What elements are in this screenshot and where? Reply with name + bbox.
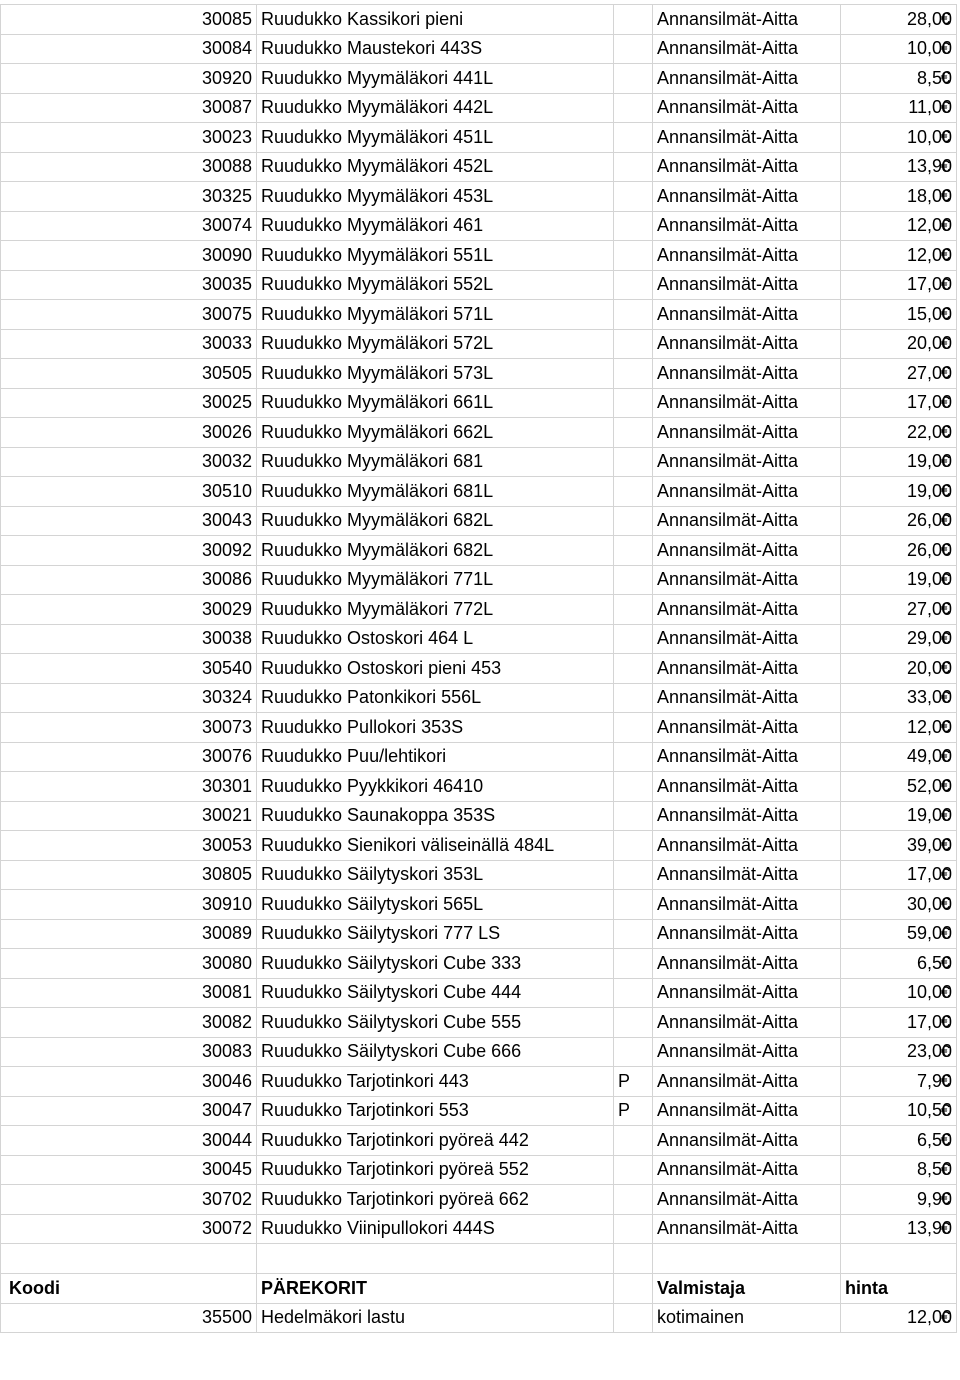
item-price: 30,00 €	[841, 890, 957, 920]
item-code: 30045	[1, 1155, 257, 1185]
table-row	[1, 978, 957, 1008]
item-code: 30074	[1, 211, 257, 241]
table-row	[1, 1185, 957, 1215]
item-flag	[614, 300, 653, 330]
table-row	[1, 742, 957, 772]
item-code: 30324	[1, 683, 257, 713]
table-row	[1, 182, 957, 212]
item-price: 6,50 €	[841, 1126, 957, 1156]
item-price: 10,00 €	[841, 34, 957, 64]
item-maker: Annansilmät-Aitta	[653, 123, 841, 153]
item-code: 30092	[1, 536, 257, 566]
item-price: 13,90 €	[841, 152, 957, 182]
item-maker: Annansilmät-Aitta	[653, 359, 841, 389]
table-row	[1, 211, 957, 241]
item-flag: P	[614, 1096, 653, 1126]
item-name: Ruudukko Säilytyskori Cube 444	[257, 978, 614, 1008]
item-flag	[614, 654, 653, 684]
table-row	[1, 831, 957, 861]
item-price: 10,50 €	[841, 1096, 957, 1126]
item-maker: Annansilmät-Aitta	[653, 1185, 841, 1215]
header-row	[1, 1274, 957, 1304]
item-maker: Annansilmät-Aitta	[653, 890, 841, 920]
table-row	[1, 683, 957, 713]
item-flag	[614, 1008, 653, 1038]
item-maker: Annansilmät-Aitta	[653, 1067, 841, 1097]
item-code: 30026	[1, 418, 257, 448]
item-name: Ruudukko Myymäläkori 681L	[257, 477, 614, 507]
item-name: Ruudukko Ostoskori pieni 453	[257, 654, 614, 684]
table-row	[1, 1008, 957, 1038]
item-name: Ruudukko Säilytyskori 565L	[257, 890, 614, 920]
table-row	[1, 93, 957, 123]
item-code: 30805	[1, 860, 257, 890]
item-price: 9,90 €	[841, 1185, 957, 1215]
item-price: 39,00 €	[841, 831, 957, 861]
table-row	[1, 860, 957, 890]
item-flag	[614, 5, 653, 35]
item-name: Ruudukko Myymäläkori 551L	[257, 241, 614, 271]
item-maker: Annansilmät-Aitta	[653, 506, 841, 536]
item-maker: Annansilmät-Aitta	[653, 919, 841, 949]
item-name: Ruudukko Myymäläkori 682L	[257, 506, 614, 536]
item-flag	[614, 536, 653, 566]
item-maker: Annansilmät-Aitta	[653, 388, 841, 418]
item-code: 30085	[1, 5, 257, 35]
table-row	[1, 713, 957, 743]
item-maker: Annansilmät-Aitta	[653, 565, 841, 595]
item-name: Ruudukko Patonkikori 556L	[257, 683, 614, 713]
table-row	[1, 772, 957, 802]
table-row	[1, 506, 957, 536]
item-maker: Annansilmät-Aitta	[653, 683, 841, 713]
item-name: Ruudukko Myymäläkori 451L	[257, 123, 614, 153]
item-code: 30023	[1, 123, 257, 153]
item-code: 30073	[1, 713, 257, 743]
table-row	[1, 418, 957, 448]
item-code: 30046	[1, 1067, 257, 1097]
item-name: Ruudukko Tarjotinkori 443	[257, 1067, 614, 1097]
item-name: Ruudukko Myymäläkori 452L	[257, 152, 614, 182]
item-maker: Annansilmät-Aitta	[653, 654, 841, 684]
item-code: 35500	[1, 1303, 257, 1333]
item-name: Ruudukko Tarjotinkori pyöreä 662	[257, 1185, 614, 1215]
item-name: Ruudukko Säilytyskori 777 LS	[257, 919, 614, 949]
item-code: 30084	[1, 34, 257, 64]
item-name: Ruudukko Myymäläkori 552L	[257, 270, 614, 300]
table-row	[1, 34, 957, 64]
item-maker: Annansilmät-Aitta	[653, 1214, 841, 1244]
item-maker: Annansilmät-Aitta	[653, 300, 841, 330]
item-code: 30044	[1, 1126, 257, 1156]
item-price: 17,00 €	[841, 1008, 957, 1038]
item-price: 20,00 €	[841, 654, 957, 684]
item-name: Ruudukko Säilytyskori Cube 666	[257, 1037, 614, 1067]
item-maker: Annansilmät-Aitta	[653, 64, 841, 94]
item-flag	[614, 742, 653, 772]
item-maker: Annansilmät-Aitta	[653, 595, 841, 625]
item-maker: Annansilmät-Aitta	[653, 1037, 841, 1067]
item-price: 27,00 €	[841, 359, 957, 389]
item-price: 29,00 €	[841, 624, 957, 654]
item-code: 30043	[1, 506, 257, 536]
item-flag	[614, 152, 653, 182]
table-row	[1, 919, 957, 949]
item-price: 49,00 €	[841, 742, 957, 772]
item-flag	[614, 477, 653, 507]
item-code: 30032	[1, 447, 257, 477]
item-price: 26,00 €	[841, 506, 957, 536]
item-flag	[614, 447, 653, 477]
item-price: 12,00 €	[841, 713, 957, 743]
item-name: Ruudukko Puu/lehtikori	[257, 742, 614, 772]
item-flag	[614, 919, 653, 949]
pärekorit-body	[1, 1303, 957, 1333]
item-price: 18,00 €	[841, 182, 957, 212]
item-flag	[614, 1214, 653, 1244]
item-flag	[614, 772, 653, 802]
item-name: Ruudukko Myymäläkori 682L	[257, 536, 614, 566]
item-code: 30540	[1, 654, 257, 684]
table-row	[1, 565, 957, 595]
item-code: 30088	[1, 152, 257, 182]
item-name: Ruudukko Myymäläkori 662L	[257, 418, 614, 448]
item-flag	[614, 860, 653, 890]
item-code: 30920	[1, 64, 257, 94]
item-name: Ruudukko Myymäläkori 571L	[257, 300, 614, 330]
item-price: 12,00 €	[841, 1303, 957, 1333]
item-flag	[614, 565, 653, 595]
table-row	[1, 624, 957, 654]
item-flag	[614, 211, 653, 241]
item-price: 19,00 €	[841, 477, 957, 507]
item-price: 20,00 €	[841, 329, 957, 359]
item-price: 17,00 €	[841, 270, 957, 300]
item-flag	[614, 241, 653, 271]
item-code: 30047	[1, 1096, 257, 1126]
item-price: 10,00 €	[841, 978, 957, 1008]
item-price: 12,00 €	[841, 241, 957, 271]
table-row	[1, 949, 957, 979]
item-maker: Annansilmät-Aitta	[653, 34, 841, 64]
item-price: 10,00 €	[841, 123, 957, 153]
item-price: 59,00 €	[841, 919, 957, 949]
item-maker: Annansilmät-Aitta	[653, 831, 841, 861]
item-name: Ruudukko Kassikori pieni	[257, 5, 614, 35]
header-price: hinta	[841, 1274, 957, 1304]
item-code: 30076	[1, 742, 257, 772]
item-flag	[614, 1037, 653, 1067]
item-name: Ruudukko Ostoskori 464 L	[257, 624, 614, 654]
table-row	[1, 388, 957, 418]
item-price: 11,00 €	[841, 93, 957, 123]
table-row	[1, 359, 957, 389]
item-code: 30090	[1, 241, 257, 271]
table-row	[1, 447, 957, 477]
item-flag	[614, 93, 653, 123]
item-name: Ruudukko Myymäläkori 771L	[257, 565, 614, 595]
section-header	[1, 1274, 957, 1304]
item-name: Ruudukko Maustekori 443S	[257, 34, 614, 64]
item-maker: Annansilmät-Aitta	[653, 772, 841, 802]
item-flag	[614, 978, 653, 1008]
item-maker: Annansilmät-Aitta	[653, 329, 841, 359]
item-flag	[614, 683, 653, 713]
item-maker: Annansilmät-Aitta	[653, 477, 841, 507]
item-price: 17,00 €	[841, 860, 957, 890]
item-code: 30086	[1, 565, 257, 595]
item-flag	[614, 801, 653, 831]
item-name: Ruudukko Saunakoppa 353S	[257, 801, 614, 831]
item-price: 23,00 €	[841, 1037, 957, 1067]
item-code: 30702	[1, 1185, 257, 1215]
item-code: 30325	[1, 182, 257, 212]
item-price: 27,00 €	[841, 595, 957, 625]
table-row	[1, 329, 957, 359]
item-flag	[614, 713, 653, 743]
item-name: Ruudukko Myymäläkori 661L	[257, 388, 614, 418]
item-maker: kotimainen	[653, 1303, 841, 1333]
table-row	[1, 123, 957, 153]
item-maker: Annansilmät-Aitta	[653, 5, 841, 35]
item-flag	[614, 595, 653, 625]
item-price: 33,00 €	[841, 683, 957, 713]
item-code: 30081	[1, 978, 257, 1008]
item-flag	[614, 949, 653, 979]
item-flag	[614, 329, 653, 359]
item-flag	[614, 182, 653, 212]
table-row	[1, 654, 957, 684]
item-name: Ruudukko Tarjotinkori pyöreä 552	[257, 1155, 614, 1185]
header-maker: Valmistaja	[653, 1274, 841, 1304]
table-row	[1, 5, 957, 35]
item-price: 8,50 €	[841, 1155, 957, 1185]
item-code: 30025	[1, 388, 257, 418]
header-name: PÄREKORIT	[257, 1274, 614, 1304]
item-price: 19,00 €	[841, 447, 957, 477]
item-price: 22,00 €	[841, 418, 957, 448]
price-list-table	[0, 4, 957, 1333]
item-maker: Annansilmät-Aitta	[653, 182, 841, 212]
item-code: 30038	[1, 624, 257, 654]
item-flag	[614, 64, 653, 94]
item-flag	[614, 890, 653, 920]
item-name: Ruudukko Myymäläkori 441L	[257, 64, 614, 94]
table-row	[1, 1067, 957, 1097]
item-name: Ruudukko Tarjotinkori 553	[257, 1096, 614, 1126]
item-maker: Annansilmät-Aitta	[653, 978, 841, 1008]
table-row	[1, 801, 957, 831]
item-name: Ruudukko Pyykkikori 46410	[257, 772, 614, 802]
price-list-body	[1, 5, 957, 1244]
table-row	[1, 890, 957, 920]
item-price: 52,00 €	[841, 772, 957, 802]
item-maker: Annansilmät-Aitta	[653, 860, 841, 890]
table-row	[1, 1155, 957, 1185]
table-row	[1, 1037, 957, 1067]
item-flag	[614, 831, 653, 861]
item-code: 30089	[1, 919, 257, 949]
item-maker: Annansilmät-Aitta	[653, 241, 841, 271]
item-name: Ruudukko Myymäläkori 461	[257, 211, 614, 241]
item-name: Ruudukko Myymäläkori 681	[257, 447, 614, 477]
item-code: 30035	[1, 270, 257, 300]
item-code: 30087	[1, 93, 257, 123]
item-price: 19,00 €	[841, 565, 957, 595]
item-flag	[614, 1303, 653, 1333]
item-flag	[614, 123, 653, 153]
item-maker: Annansilmät-Aitta	[653, 742, 841, 772]
item-maker: Annansilmät-Aitta	[653, 270, 841, 300]
table-row	[1, 477, 957, 507]
item-price: 26,00 €	[841, 536, 957, 566]
item-name: Ruudukko Myymäläkori 442L	[257, 93, 614, 123]
item-name: Ruudukko Myymäläkori 572L	[257, 329, 614, 359]
item-price: 19,00 €	[841, 801, 957, 831]
table-row	[1, 1303, 957, 1333]
item-price: 28,00 €	[841, 5, 957, 35]
item-name: Ruudukko Säilytyskori 353L	[257, 860, 614, 890]
item-flag	[614, 624, 653, 654]
item-flag	[614, 1185, 653, 1215]
item-price: 17,00 €	[841, 388, 957, 418]
item-maker: Annansilmät-Aitta	[653, 624, 841, 654]
item-maker: Annansilmät-Aitta	[653, 1126, 841, 1156]
item-maker: Annansilmät-Aitta	[653, 536, 841, 566]
section-divider	[1, 1244, 957, 1274]
item-flag: P	[614, 1067, 653, 1097]
item-flag	[614, 388, 653, 418]
item-code: 30033	[1, 329, 257, 359]
item-code: 30075	[1, 300, 257, 330]
header-code: Koodi	[1, 1274, 257, 1304]
item-name: Ruudukko Tarjotinkori pyöreä 442	[257, 1126, 614, 1156]
table-row	[1, 300, 957, 330]
item-name: Ruudukko Myymäläkori 573L	[257, 359, 614, 389]
item-name: Ruudukko Viinipullokori 444S	[257, 1214, 614, 1244]
item-flag	[614, 506, 653, 536]
item-code: 30080	[1, 949, 257, 979]
item-code: 30053	[1, 831, 257, 861]
item-flag	[614, 270, 653, 300]
item-code: 30301	[1, 772, 257, 802]
item-maker: Annansilmät-Aitta	[653, 211, 841, 241]
item-maker: Annansilmät-Aitta	[653, 713, 841, 743]
item-name: Ruudukko Sienikori väliseinällä 484L	[257, 831, 614, 861]
item-name: Ruudukko Pullokori 353S	[257, 713, 614, 743]
item-maker: Annansilmät-Aitta	[653, 801, 841, 831]
item-code: 30505	[1, 359, 257, 389]
item-code: 30510	[1, 477, 257, 507]
empty-row	[1, 1244, 957, 1274]
table-row	[1, 595, 957, 625]
item-name: Ruudukko Säilytyskori Cube 333	[257, 949, 614, 979]
table-row	[1, 241, 957, 271]
item-maker: Annansilmät-Aitta	[653, 949, 841, 979]
table-row	[1, 1126, 957, 1156]
item-price: 8,50 €	[841, 64, 957, 94]
item-maker: Annansilmät-Aitta	[653, 1008, 841, 1038]
item-flag	[614, 1155, 653, 1185]
item-flag	[614, 359, 653, 389]
header-flag	[614, 1274, 653, 1304]
item-price: 13,90 €	[841, 1214, 957, 1244]
item-price: 12,00 €	[841, 211, 957, 241]
item-maker: Annansilmät-Aitta	[653, 447, 841, 477]
item-price: 7,90 €	[841, 1067, 957, 1097]
item-maker: Annansilmät-Aitta	[653, 93, 841, 123]
item-code: 30083	[1, 1037, 257, 1067]
item-price: 6,50 €	[841, 949, 957, 979]
item-code: 30021	[1, 801, 257, 831]
item-code: 30082	[1, 1008, 257, 1038]
item-code: 30910	[1, 890, 257, 920]
table-row	[1, 270, 957, 300]
item-price: 15,00 €	[841, 300, 957, 330]
item-maker: Annansilmät-Aitta	[653, 418, 841, 448]
item-flag	[614, 1126, 653, 1156]
item-maker: Annansilmät-Aitta	[653, 152, 841, 182]
table-row	[1, 1214, 957, 1244]
table-row	[1, 536, 957, 566]
item-maker: Annansilmät-Aitta	[653, 1096, 841, 1126]
item-maker: Annansilmät-Aitta	[653, 1155, 841, 1185]
item-name: Ruudukko Myymäläkori 772L	[257, 595, 614, 625]
table-row	[1, 152, 957, 182]
item-name: Ruudukko Säilytyskori Cube 555	[257, 1008, 614, 1038]
table-row	[1, 64, 957, 94]
item-code: 30072	[1, 1214, 257, 1244]
item-name: Ruudukko Myymäläkori 453L	[257, 182, 614, 212]
item-flag	[614, 34, 653, 64]
item-flag	[614, 418, 653, 448]
table-row	[1, 1096, 957, 1126]
item-code: 30029	[1, 595, 257, 625]
item-name: Hedelmäkori lastu	[257, 1303, 614, 1333]
